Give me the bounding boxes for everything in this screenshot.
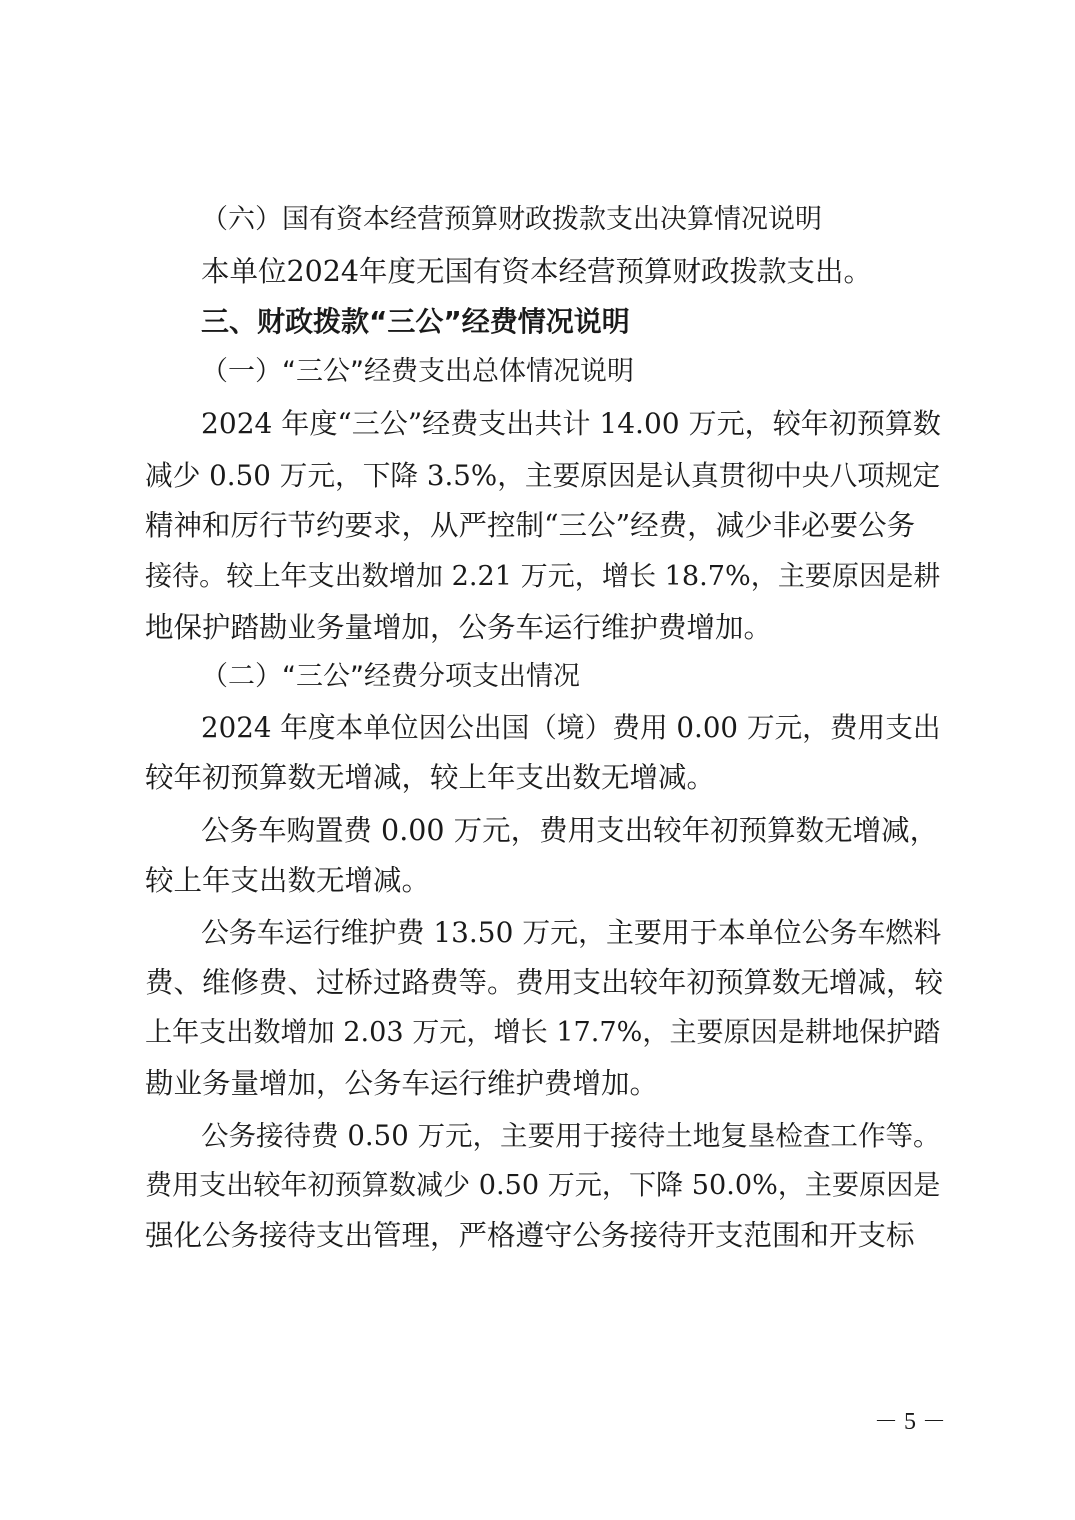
paragraph-line: 强化公务接待支出管理，严格遵守公务接待开支范围和开支标 — [145, 1219, 915, 1252]
sub-1-title: （一）“三公”经费支出总体情况说明 — [201, 356, 634, 387]
sub-2-title: （二）“三公”经费分项支出情况 — [201, 661, 580, 692]
paragraph-line: 精神和厉行节约要求，从严控制“三公”经费，减少非必要公务 — [145, 509, 916, 542]
paragraph-line: 公务车运行维护费 13.50 万元，主要用于本单位公务车燃料 — [201, 916, 942, 949]
part-3-heading: 三、财政拨款“三公”经费情况说明 — [201, 305, 630, 338]
paragraph-line: 较年初预算数无增减，较上年支出数无增减。 — [145, 761, 716, 794]
paragraph-line: 公务车购置费 0.00 万元，费用支出较年初预算数无增减， — [201, 814, 939, 847]
section-6-body: 本单位2024年度无国有资本经营预算财政拨款支出。 — [201, 255, 873, 288]
paragraph-line: 费、维修费、过桥过路费等。费用支出较年初预算数无增减，较 — [145, 966, 944, 999]
paragraph-line: 上年支出数增加 2.03 万元，增长 17.7%，主要原因是耕地保护踏 — [145, 1017, 941, 1048]
paragraph-line: 2024 年度本单位因公出国（境）费用 0.00 万元，费用支出 — [201, 711, 941, 744]
paragraph-line: 地保护踏勘业务量增加，公务车运行维护费增加。 — [145, 611, 773, 644]
section-6-title: （六）国有资本经营预算财政拨款支出决算情况说明 — [201, 204, 822, 235]
paragraph-line: 减少 0.50 万元，下降 3.5%，主要原因是认真贯彻中央八项规定 — [145, 459, 941, 492]
page-number: － 5 － — [874, 1409, 946, 1435]
paragraph-line: 接待。较上年支出数增加 2.21 万元，增长 18.7%，主要原因是耕 — [145, 561, 941, 592]
paragraph-line: 2024 年度“三公”经费支出共计 14.00 万元，较年初预算数 — [201, 407, 941, 440]
paragraph-line: 勘业务量增加，公务车运行维护费增加。 — [145, 1067, 659, 1100]
paragraph-line: 费用支出较年初预算数减少 0.50 万元，下降 50.0%，主要原因是 — [145, 1170, 941, 1201]
paragraph-line: 较上年支出数无增减。 — [145, 864, 431, 897]
paragraph-line: 公务接待费 0.50 万元，主要用于接待土地复垦检查工作等。 — [201, 1120, 941, 1152]
